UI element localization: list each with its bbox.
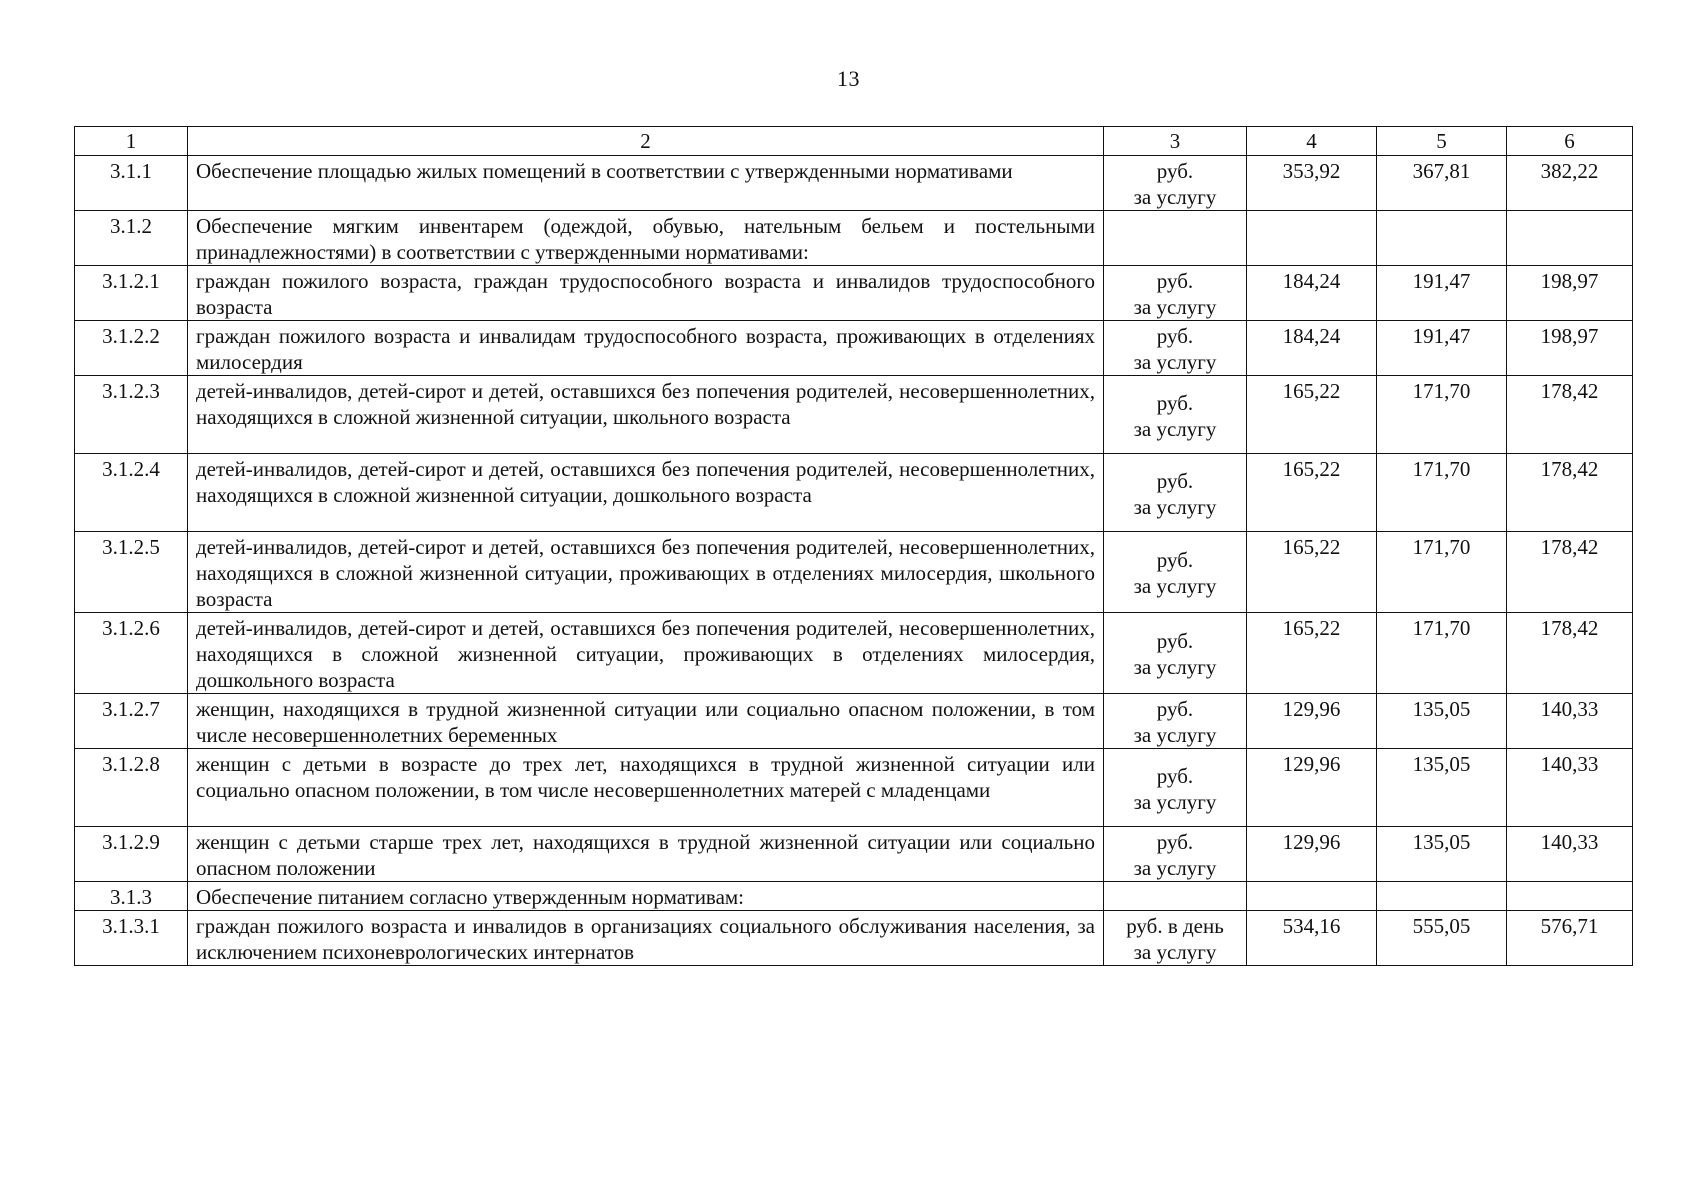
value-col-6: 140,33	[1507, 694, 1633, 749]
row-code: 3.1.2.6	[75, 613, 188, 694]
table-row	[75, 321, 1633, 376]
value-col-6: 178,42	[1507, 376, 1633, 454]
value-col-6: 178,42	[1507, 613, 1633, 694]
row-unit	[1104, 376, 1247, 454]
unit-line-1: руб.	[1156, 763, 1194, 788]
unit-line-2: за услугу	[1133, 350, 1217, 374]
row-unit	[1104, 454, 1247, 532]
value-col-4: 165,22	[1247, 532, 1377, 613]
value-col-6: 140,33	[1507, 827, 1633, 882]
value-col-6: 198,97	[1507, 266, 1633, 321]
value-col-5	[1377, 211, 1507, 266]
page-number: 13	[837, 66, 860, 91]
table-row	[75, 376, 1633, 454]
value-col-5	[1377, 882, 1507, 911]
unit-line-2: за услугу	[1133, 655, 1217, 679]
row-unit	[1104, 694, 1247, 749]
unit-line-2: за услугу	[1133, 416, 1217, 441]
value-col-4	[1247, 882, 1377, 911]
value-col-6: 178,42	[1507, 454, 1633, 532]
column-header: 4	[1247, 127, 1377, 156]
value-col-6	[1507, 882, 1633, 911]
row-description: детей-инвалидов, детей-сирот и детей, оставшихся без попечения родителей, несовершеннолетних, находящихся в сложной жизненной ситуации, школьного возраста	[188, 376, 1104, 454]
column-header: 3	[1104, 127, 1247, 156]
table-row	[75, 156, 1633, 211]
unit-line-1: руб. в день	[1126, 914, 1224, 938]
unit-line-2: за услугу	[1133, 574, 1217, 598]
row-description: детей-инвалидов, детей-сирот и детей, оставшихся без попечения родителей, несовершеннолетних, находящихся в сложной жизненной ситуации, проживающих в отделениях милосердия, дошкольного возраста	[188, 613, 1104, 694]
unit-line-2: за услугу	[1133, 789, 1217, 814]
row-code: 3.1.2.8	[75, 749, 188, 827]
unit-line-1: руб.	[1156, 390, 1194, 415]
row-unit	[1104, 911, 1247, 966]
value-col-5: 367,81	[1377, 156, 1507, 211]
unit-line-2: за услугу	[1133, 295, 1217, 319]
column-header: 5	[1377, 127, 1507, 156]
value-col-5: 135,05	[1377, 827, 1507, 882]
row-code: 3.1.2	[75, 211, 188, 266]
value-col-5: 171,70	[1377, 532, 1507, 613]
value-col-6: 382,22	[1507, 156, 1633, 211]
row-unit	[1104, 882, 1247, 911]
row-unit	[1104, 211, 1247, 266]
unit-line-1: руб.	[1156, 324, 1194, 348]
row-description: женщин с детьми в возрасте до трех лет, находящихся в трудной жизненной ситуации или социально опасном положении, в том числе несовершеннолетних матерей с младенцами	[188, 749, 1104, 827]
table-row	[75, 694, 1633, 749]
row-description: граждан пожилого возраста и инвалидам трудоспособного возраста, проживающих в отделениях милосердия	[188, 321, 1104, 376]
value-col-5: 191,47	[1377, 321, 1507, 376]
table-row	[75, 211, 1633, 266]
column-header: 2	[188, 127, 1104, 156]
value-col-4: 165,22	[1247, 376, 1377, 454]
row-description: детей-инвалидов, детей-сирот и детей, оставшихся без попечения родителей, несовершеннолетних, находящихся в сложной жизненной ситуации, дошкольного возраста	[188, 454, 1104, 532]
unit-line-1: руб.	[1156, 830, 1194, 854]
table-row	[75, 911, 1633, 966]
row-code: 3.1.2.5	[75, 532, 188, 613]
tariff-table	[74, 126, 1633, 966]
value-col-5: 171,70	[1377, 613, 1507, 694]
value-col-4: 165,22	[1247, 613, 1377, 694]
value-col-5: 171,70	[1377, 376, 1507, 454]
row-unit	[1104, 156, 1247, 211]
table-row	[75, 266, 1633, 321]
unit-line-1: руб.	[1156, 697, 1194, 721]
table-row	[75, 827, 1633, 882]
row-code: 3.1.2.9	[75, 827, 188, 882]
row-unit	[1104, 613, 1247, 694]
value-col-6: 198,97	[1507, 321, 1633, 376]
row-code: 3.1.2.4	[75, 454, 188, 532]
row-code: 3.1.3	[75, 882, 188, 911]
table-row	[75, 882, 1633, 911]
value-col-6: 140,33	[1507, 749, 1633, 827]
row-code: 3.1.3.1	[75, 911, 188, 966]
row-description: граждан пожилого возраста, граждан трудоспособного возраста и инвалидов трудоспособного возраста	[188, 266, 1104, 321]
unit-line-2: за услугу	[1133, 940, 1217, 964]
unit-line-2: за услугу	[1133, 723, 1217, 747]
value-col-4: 184,24	[1247, 321, 1377, 376]
value-col-4: 353,92	[1247, 156, 1377, 211]
value-col-4: 165,22	[1247, 454, 1377, 532]
table-row	[75, 454, 1633, 532]
table-row	[75, 613, 1633, 694]
value-col-4	[1247, 211, 1377, 266]
row-description: граждан пожилого возраста и инвалидов в организациях социального обслуживания населения, за исключением психоневрологических интернатов	[188, 911, 1104, 966]
row-description: Обеспечение питанием согласно утвержденным нормативам:	[188, 882, 1104, 911]
value-col-6: 178,42	[1507, 532, 1633, 613]
value-col-4: 534,16	[1247, 911, 1377, 966]
column-header: 6	[1507, 127, 1633, 156]
value-col-4: 129,96	[1247, 749, 1377, 827]
row-code: 3.1.2.7	[75, 694, 188, 749]
row-unit	[1104, 749, 1247, 827]
unit-line-2: за услугу	[1133, 856, 1217, 880]
column-header: 1	[75, 127, 188, 156]
unit-line-1: руб.	[1156, 629, 1194, 653]
value-col-6: 576,71	[1507, 911, 1633, 966]
unit-line-2: за услугу	[1133, 494, 1217, 519]
value-col-4: 129,96	[1247, 694, 1377, 749]
row-description: женщин с детьми старше трех лет, находящихся в трудной жизненной ситуации или социально опасном положении	[188, 827, 1104, 882]
unit-line-1: руб.	[1156, 548, 1194, 572]
row-unit	[1104, 266, 1247, 321]
unit-line-1: руб.	[1156, 468, 1194, 493]
row-code: 3.1.1	[75, 156, 188, 211]
row-unit	[1104, 321, 1247, 376]
value-col-5: 135,05	[1377, 694, 1507, 749]
table-header-row	[75, 127, 1633, 156]
unit-line-2: за услугу	[1133, 185, 1217, 209]
unit-line-1: руб.	[1156, 159, 1194, 183]
unit-line-1: руб.	[1156, 269, 1194, 293]
row-description: Обеспечение площадью жилых помещений в соответствии с утвержденными нормативами	[188, 156, 1104, 211]
table-row	[75, 532, 1633, 613]
value-col-5: 135,05	[1377, 749, 1507, 827]
table-row	[75, 749, 1633, 827]
value-col-5: 555,05	[1377, 911, 1507, 966]
row-description: детей-инвалидов, детей-сирот и детей, оставшихся без попечения родителей, несовершеннолетних, находящихся в сложной жизненной ситуации, проживающих в отделениях милосердия, школьного возраста	[188, 532, 1104, 613]
value-col-5: 171,70	[1377, 454, 1507, 532]
row-unit	[1104, 827, 1247, 882]
row-code: 3.1.2.1	[75, 266, 188, 321]
row-description: Обеспечение мягким инвентарем (одеждой, обувью, нательным бельем и постельными принадлежностями) в соответствии с утвержденными нормативами:	[188, 211, 1104, 266]
value-col-6	[1507, 211, 1633, 266]
value-col-4: 129,96	[1247, 827, 1377, 882]
row-code: 3.1.2.3	[75, 376, 188, 454]
row-description: женщин, находящихся в трудной жизненной ситуации или социально опасном положении, в том числе несовершеннолетних беременных	[188, 694, 1104, 749]
row-code: 3.1.2.2	[75, 321, 188, 376]
value-col-5: 191,47	[1377, 266, 1507, 321]
value-col-4: 184,24	[1247, 266, 1377, 321]
row-unit	[1104, 532, 1247, 613]
